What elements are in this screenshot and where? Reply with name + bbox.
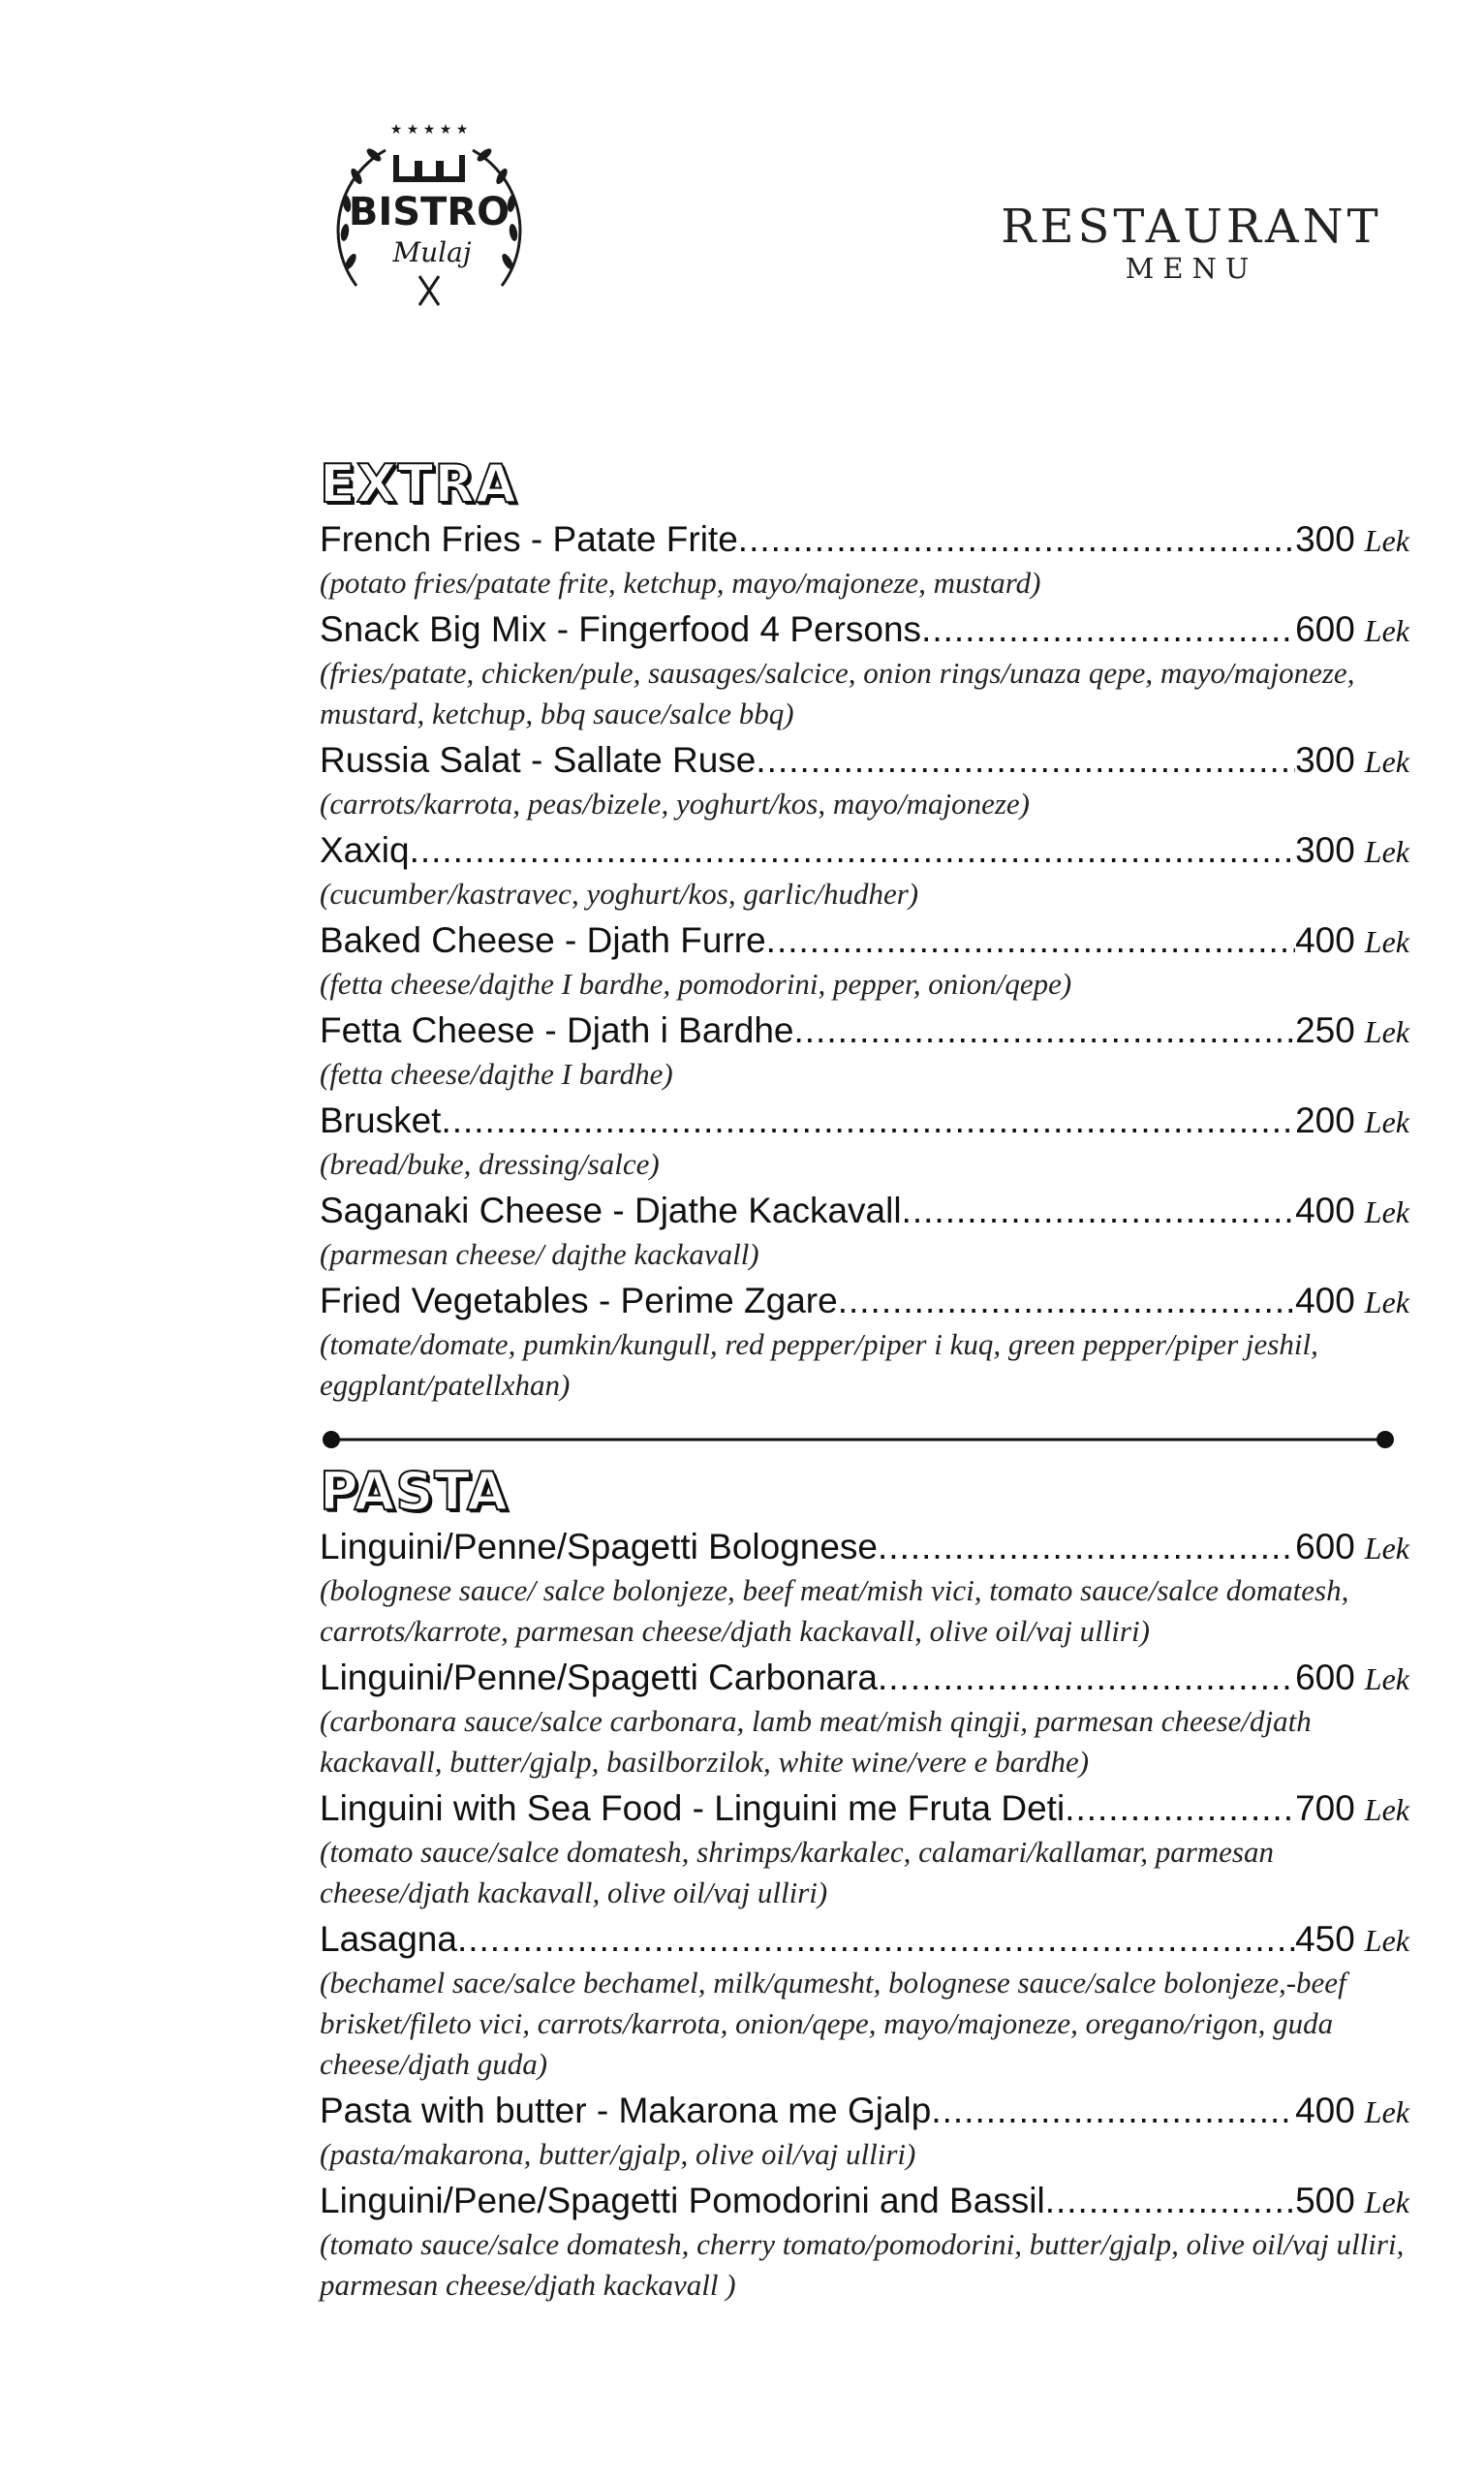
menu-item — [320, 918, 1409, 1005]
menu-item-row — [320, 1786, 1409, 1832]
menu-item-row — [320, 1525, 1409, 1570]
menu-item-row — [320, 828, 1409, 874]
item-name: Xaxiq — [320, 830, 410, 870]
item-name: Brusket — [320, 1100, 442, 1140]
item-name: Linguini/Pene/Spagetti Pomodorini and Bassil — [320, 2181, 1045, 2220]
menu-item-row — [320, 2179, 1409, 2224]
dot-leader — [878, 1525, 1295, 1569]
dot-leader — [921, 607, 1295, 652]
menu-item — [320, 2179, 1409, 2306]
menu-item-row — [320, 607, 1409, 653]
item-currency: Lek — [1364, 924, 1409, 959]
section-pasta — [320, 1463, 1409, 2310]
dot-leader — [1045, 2179, 1295, 2223]
item-currency: Lek — [1364, 1792, 1409, 1827]
item-currency: Lek — [1364, 1194, 1409, 1229]
item-name: Linguini/Penne/Spagetti Carbonara — [320, 1658, 878, 1697]
item-name: Baked Cheese - Djath Furre — [320, 920, 766, 960]
menu-item — [320, 1189, 1409, 1275]
item-description: (carbonara sauce/salce carbonara, lamb meat/mish qingji, parmesan cheese/djath kackavall, butter/gjalp, basilborzilok, white wine/vere e bardhe) — [320, 1704, 1312, 1779]
dot-leader — [878, 1656, 1295, 1700]
item-price: 600 — [1295, 609, 1355, 649]
item-description: (pasta/makarona, butter/gjalp, olive oil/vaj ulliri) — [320, 2137, 916, 2171]
item-currency: Lek — [1364, 1104, 1409, 1139]
dot-leader — [738, 517, 1295, 562]
item-price: 300 — [1295, 830, 1355, 870]
item-description: (bread/buke, dressing/salce) — [320, 1147, 660, 1181]
item-description: (carrots/karrota, peas/bizele, yoghurt/kos, mayo/majoneze) — [320, 787, 1030, 821]
menu-item — [320, 738, 1409, 824]
item-name: Linguini/Penne/Spagetti Bolognese — [320, 1527, 879, 1566]
item-description: (tomato sauce/salce domatesh, cherry tomato/pomodorini, butter/gjalp, olive oil/vaj ulliri, parmesan cheese/djath kackavall ) — [320, 2227, 1405, 2302]
item-name: Russia Salat - Sallate Ruse — [320, 740, 757, 780]
item-price: 400 — [1295, 920, 1355, 960]
dot-leader — [766, 918, 1295, 963]
item-currency: Lek — [1364, 523, 1409, 558]
item-name: Lasagna — [320, 1919, 457, 1959]
item-description: (tomate/domate, pumkin/kungull, red pepper/piper i kuq, green pepper/piper jeshil, eggplant/patellxhan) — [320, 1327, 1318, 1402]
item-price: 300 — [1295, 740, 1355, 780]
item-description: (fries/patate, chicken/pule, sausages/salcice, onion rings/unaza qepe, mayo/majoneze, mustard, ketchup, bbq sauce/salce bbq) — [320, 656, 1355, 730]
section-divider — [322, 1430, 1395, 1449]
item-currency: Lek — [1364, 2185, 1409, 2219]
item-description: (tomato sauce/salce domatesh, shrimps/karkalec, calamari/kallamar, parmesan cheese/djath kackavall, olive oil/vaj ulliri) — [320, 1835, 1274, 1909]
item-description: (bechamel sace/salce bechamel, milk/qumesht, bolognese sauce/salce bolonjeze,-beef brisket/fileto vici, carrots/karrota, onion/qepe, mayo/majoneze, oregano/rigon, guda cheese/djath guda) — [320, 1966, 1346, 2081]
item-name: Linguini with Sea Food - Linguini me Fruta Deti — [320, 1788, 1066, 1828]
menu-item — [320, 1656, 1409, 1782]
item-currency: Lek — [1364, 1285, 1409, 1319]
menu-item — [320, 1099, 1409, 1185]
item-price: 600 — [1295, 1658, 1355, 1697]
menu-item — [320, 828, 1409, 914]
item-name: Fetta Cheese - Djath i Bardhe — [320, 1010, 794, 1050]
item-price: 600 — [1295, 1527, 1355, 1566]
menu-item-row — [320, 1099, 1409, 1144]
dot-leader — [756, 738, 1295, 783]
menu-item — [320, 1917, 1409, 2085]
menu-item — [320, 607, 1409, 734]
dot-leader — [410, 828, 1296, 873]
menu-item-row — [320, 738, 1409, 784]
dot-leader — [931, 2089, 1295, 2133]
logo-script: Mulaj — [392, 236, 472, 268]
item-name: Fried Vegetables - Perime Zgare — [320, 1281, 838, 1320]
menu-item-row — [320, 1656, 1409, 1701]
item-price: 400 — [1295, 2091, 1355, 2130]
menu-item-row — [320, 2089, 1409, 2134]
item-description: (cucumber/kastravec, yoghurt/kos, garlic/hudher) — [320, 877, 919, 911]
item-currency: Lek — [1364, 1661, 1409, 1696]
item-currency: Lek — [1364, 1923, 1409, 1958]
section-title: EXTRA — [320, 453, 517, 514]
item-name: Pasta with butter - Makarona me Gjalp — [320, 2091, 932, 2130]
header-title: RESTAURANT — [1001, 200, 1382, 254]
item-currency: Lek — [1364, 1531, 1409, 1566]
item-name: Snack Big Mix - Fingerfood 4 Persons — [320, 609, 922, 649]
dot-leader — [1065, 1786, 1295, 1831]
item-currency: Lek — [1364, 744, 1409, 779]
item-price: 200 — [1295, 1100, 1355, 1140]
dot-leader — [838, 1279, 1295, 1323]
item-description: (bolognese sauce/ salce bolonjeze, beef meat/mish vici, tomato sauce/salce domatesh, carrots/karrote, parmesan cheese/djath kackavall, olive oil/vaj ulliri) — [320, 1573, 1349, 1648]
item-price: 300 — [1295, 519, 1355, 559]
svg-text:★ ★ ★ ★ ★: ★ ★ ★ ★ ★ — [389, 122, 469, 138]
dot-leader — [793, 1008, 1295, 1053]
logo-wordmark: BISTRO — [348, 190, 510, 234]
dot-leader — [902, 1189, 1295, 1233]
item-currency: Lek — [1364, 2094, 1409, 2129]
item-description: (parmesan cheese/ dajthe kackavall) — [320, 1237, 759, 1271]
dot-leader — [457, 1917, 1295, 1962]
item-currency: Lek — [1364, 613, 1409, 648]
section-extra — [320, 455, 1409, 1410]
item-description: (potato fries/patate frite, ketchup, mayo/majoneze, mustard) — [320, 566, 1041, 600]
menu-item — [320, 1008, 1409, 1095]
menu-item-row — [320, 1008, 1409, 1054]
menu-item-row — [320, 517, 1409, 563]
menu-item — [320, 1279, 1409, 1406]
menu-item — [320, 1786, 1409, 1913]
item-currency: Lek — [1364, 834, 1409, 869]
item-price: 400 — [1295, 1281, 1355, 1320]
item-currency: Lek — [1364, 1014, 1409, 1049]
menu-item-row — [320, 1917, 1409, 1963]
item-price: 500 — [1295, 2181, 1355, 2220]
item-price: 450 — [1295, 1919, 1355, 1959]
item-description: (fetta cheese/dajthe I bardhe, pomodorini, pepper, onion/qepe) — [320, 967, 1072, 1001]
item-description: (fetta cheese/dajthe I bardhe) — [320, 1057, 673, 1091]
item-price: 250 — [1295, 1010, 1355, 1050]
dot-leader — [441, 1099, 1295, 1143]
menu-item — [320, 2089, 1409, 2175]
section-title: PASTA — [320, 1461, 509, 1522]
menu-item — [320, 517, 1409, 604]
item-price: 700 — [1295, 1788, 1355, 1828]
header-subtitle: MENU — [1125, 252, 1258, 285]
menu-item-row — [320, 1189, 1409, 1234]
item-name: French Fries - Patate Frite — [320, 519, 738, 559]
bistro-mulaj-logo — [318, 116, 541, 329]
menu-item-row — [320, 1279, 1409, 1324]
menu-header — [978, 202, 1405, 285]
item-name: Saganaki Cheese - Djathe Kackavall — [320, 1191, 902, 1230]
menu-item-row — [320, 918, 1409, 964]
item-price: 400 — [1295, 1191, 1355, 1230]
menu-item — [320, 1525, 1409, 1652]
